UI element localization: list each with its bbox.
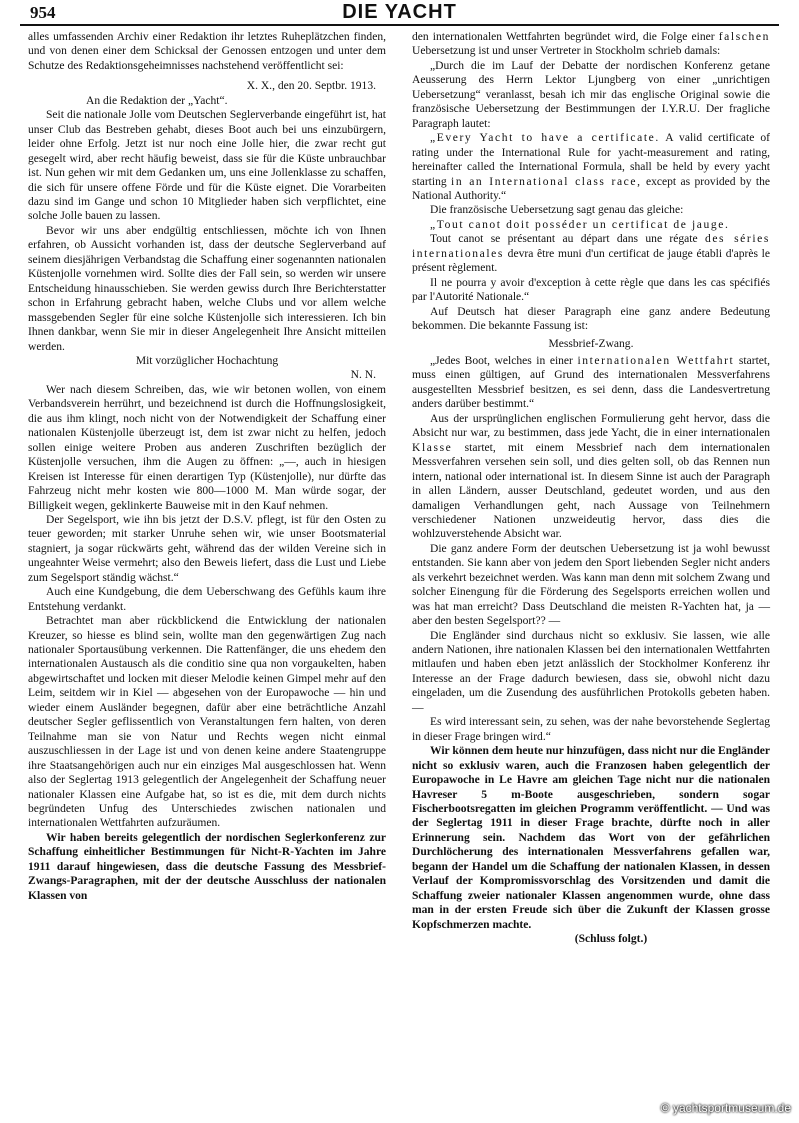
paragraph xyxy=(412,354,770,412)
text-run: A valid certificate of rating under the International Rule for yacht-measurement and rating, hereinafter called the International Formula, shall be held by every yacht starting xyxy=(412,132,771,188)
dateline: X. X., den 20. Septbr. 1913. xyxy=(246,80,376,93)
spaced-text: in an International class race, xyxy=(451,175,642,188)
spaced-text: des séries internationales xyxy=(412,233,770,260)
text-run: devra être muni d'un certificat de jauge établi d'après le présent règlement. xyxy=(412,247,771,275)
header-rule xyxy=(20,24,779,26)
paragraph: Die französische Uebersetzung sagt genau das gleiche: xyxy=(430,204,684,217)
text-run: startet, mit einem Messbrief nach dem internationalen Messverfahren versehen sein soll, und dies gelten soll, ob das Rennen nun intern, national oder international ist. In diesem Sinne ist auch der Paragraph in allen Ländern, ausser Deutschland, gedeutet worden, und aus den damaligen Verhandlungen geht, nach Aussage von Teilnehmern verschiedener Nationen unzweideutig hervor, dass dies die wohlzuverstehende Absicht war. xyxy=(412,441,771,541)
section-heading: Messbrief-Zwang. xyxy=(548,337,634,350)
text-run: „Jedes Boot, welches in einer xyxy=(430,354,573,367)
paragraph: Wer nach diesem Schreiben, das, wie wir betonen wollen, von einem Verbandsverein herrührt, und bezeichnend ist durch die Hoffnungslosigkeit, die aus ihm klingt, noch nicht von der Notwendigkeit der Schaffung einer nationalen Küstenjolle überzeugt ist, dem ist zwar nicht zu helfen, jedoch sollen einige weitere Proben aus anderen Zuschriften bezüglich der Küstenjolle versuchen, ihm die Augen zu öffnen: „—, auch in hiesigen Kreisen ist Interesse für einen derartigen Typ (Küstenjolle), nur dürfte das Fahrzeug nicht mehr kosten wie 800—1000 M. Man würde sogar, der Billigkeit wegen, geklinkerte Bauweise mit in den Kauf nehmen. xyxy=(28,383,386,512)
paragraph: „Durch die im Lauf der Debatte der nordischen Konferenz getane Aeusserung des Herrn Lektor Ljungberg von einer „unrichtigen Uebersetzung“ veranlasst, besah ich mir das englische Original sowie die französische Uebersetzung der Bestimmungen der I.Y.R.U. Der fragliche Paragraph lautet: xyxy=(412,59,770,130)
page-header xyxy=(20,0,779,24)
addressee: An die Redaktion der „Yacht“. xyxy=(86,94,228,107)
text-run: Uebersetzung ist und unser Vertreter in Stockholm schrieb damals: xyxy=(412,45,721,58)
text-run: Aus der ursprünglichen englischen Formulierung geht hervor, dass die Absicht nur war, zu bestimmen, dass jede Yacht, die in einer internationalen xyxy=(412,412,770,440)
spaced-text: „Every Yacht to have a certificate. xyxy=(430,132,660,145)
paragraph: Die ganz andere Form der deutschen Uebersetzung ist ja wohl bewusst entstanden. Sie kann aber von jedem den Sport liebenden Segler nicht anders als verkehrt bezeichnet werden. Was kann man denn mit solchem Zwang und solcher Einengung für die Förderung des Segelsports erreichen wollen und was hat man erreicht? Dass Deutschland die meisten R-Yachten hat, ja — aber den besten Segelsport?? — xyxy=(412,542,770,628)
spaced-text: internationalen Wettfahrt xyxy=(577,354,735,367)
paragraph: Auf Deutsch hat dieser Paragraph eine ganz andere Bedeutung bekommen. Die bekannte Fassung ist: xyxy=(412,305,770,333)
paragraph xyxy=(412,232,770,275)
paragraph: Wir können dem heute nur hinzufügen, dass nicht nur die Engländer nicht so exklusiv waren, auch die Franzosen haben gelegentlich der Europawoche in Le Havre am gleichen Tage nicht nur die nationalen Havreser 5 m-Boote ausgeschrieben, sondern sogar Fischerbootsregatten im gleichen Programm veröffentlicht. — Und was der Seglertag 1911 in dieser Frage brachte, dürfte noch in aller Erinnerung sein. Nachdem das Wort von der gefährlichen Durchlöcherung des internationalen Messverfahrens gefallen war, begann der Handel um die Schaffung der nationalen Klassen, in dessen Verlauf der Kompromissvorschlag des Vorsitzenden und damit die Schaffung zweier nationaler Klassen angenommen wurde, ohne dass man in der ersten Freude sich über die Zukunft der Klassen grosse Kopfschmerzen machte. xyxy=(412,745,770,931)
paragraph: Seit die nationale Jolle vom Deutschen Seglerverbande eingeführt ist, hat unser Club das Bestreben gehabt, dieses Boot auch bei uns einzubürgern, leider ohne Erfolg. Jetzt ist nur noch eine Jolle hier, die zwar recht gut gesegelt wird, aber recht häufig beweist, dass sie für die Küste unbrauchbar ist. Nun gehen wir mit dem Gedanken um, uns eine Jollenklasse zu schaffen, die sich für unsere offene Förde und für die Küste eignet. Die Vorarbeiten dazu sind im Gange und schon 10 Mitglieder haben sich verpflichtet, eine solche Jolle bauen zu lassen. xyxy=(28,109,386,223)
letter-signature: N. N. xyxy=(350,369,376,382)
paragraph: Der Segelsport, wie ihn bis jetzt der D.S.V. pflegt, ist für den Osten zu teuer geworden; mit starker Unruhe sehen wir, wie unser Bootsmaterial stagniert, ja sogar rückwärts geht, während das der wilden Vereine sich in ungeahnter Weise vermehrt; also den Beweis liefert, dass die Lust und Liebe zum Segelsport ständig wächst.“ xyxy=(28,513,386,584)
right-column xyxy=(412,30,770,947)
paragraph: alles umfassenden Archiv einer Redaktion ihr letztes Ruheplätzchen finden, und von denen einer dem Schicksal der Genossen entzogen und unter dem Schutze des Redaktionsgeheimnisses nachstehend veröffentlicht sei: xyxy=(28,31,386,72)
paragraph xyxy=(412,412,770,542)
paragraph: Betrachtet man aber rückblickend die Entwicklung der nationalen Kreuzer, so hiesse es blind sein, wollte man den gegenwärtigen Zug nach nationaler Sportausübung verkennen. Die Rattenfänger, die uns ehedem den internationalen Austausch als die conditio sine qua non vorgaukelten, haben abgewirtschaftet und locken mit dieser Melodie keinen Gimpel mehr auf den Leim, seitdem wir in Kiel — abgesehen von der Europawoche — hin und wieder einem Ausländer begegnen, dafür aber eine beträchtliche Anzahl deutscher Segler geflissentlich von Veranstaltungen fern halten, von deren Teilnahme man sie von Natur und Rechts wegen nicht einmal auszuschliessen in der Lage ist und von denen keine andere Staatengruppe ihre Staatsangehörigen auch nur ein einziges Mal ausgeschlossen hat. Wenn also der Seglertag 1913 gelegentlich der Angelegenheit der Schaffung neuer nationaler Klassen eine Aufgabe hat, so ist es die, mit dem durch nichts begründeten Unfug des Unterschiedes zwischen nationalen und internationalen Wettfahrten aufzuräumen. xyxy=(28,615,386,830)
page-number: 954 xyxy=(30,3,56,22)
text-run: Tout canot se présentant au départ dans une régate xyxy=(430,233,698,246)
paragraph: Auch eine Kundgebung, die dem Ueberschwang des Gefühls kaum ihre Entstehung verdankt. xyxy=(28,586,386,613)
paragraph: Wir haben bereits gelegentlich der nordischen Seglerkonferenz zur Schaffung einheitlicher Bestimmungen für Nicht-R-Yachten im Jahre 1911 darauf hingewiesen, dass die deutsche Fassung des Messbrief-Zwangs-Paragraphen, mit der der deutsche Ausschluss der nationalen Klassen von xyxy=(28,831,386,902)
paragraph xyxy=(412,218,770,232)
left-column xyxy=(28,30,386,903)
sign-off: (Schluss folgt.) xyxy=(574,933,648,946)
letter-closing: Mit vorzüglicher Hochachtung xyxy=(135,354,279,367)
paragraph xyxy=(412,30,770,59)
paragraph: Bevor wir uns aber endgültig entschliessen, möchte ich von Ihnen erfahren, ob Aussicht vorhanden ist, dass der deutsche Seglerverband auf seinem diesjährigen Verbandstag die Schaffung einer sogenannten nationalen Küstenjolle vornehmen wird. Sollte dies der Fall sein, so werden wir unsere Entscheidung hinausschieben. Sie werden gewiss durch Ihre Berichterstatter schon in Erfahrung gebracht haben, welche Clubs und vor allem welche massgebenden Segler für eine solche Küstenjolle sich interessieren. Ich bin Ihnen dankbar, wenn Sie mir in dieser Angelegenheit Ihre Ansicht mitteilen werden. xyxy=(28,224,386,353)
journal-title: DIE YACHT xyxy=(342,1,457,23)
text-run: startet, muss einen gültigen, auf Grund des internationalen Messverfahrens ausgestellten Messbrief besitzen, es sei denn, dass die Landesvertretung anders darüber bestimmt.“ xyxy=(412,354,770,411)
spaced-text: Klasse xyxy=(412,441,453,454)
paragraph: Die Engländer sind durchaus nicht so exklusiv. Sie lassen, wie alle andern Nationen, ihre nationalen Klassen bei den internationalen Wettfahrten mitlaufen und haben eben jetzt anlässlich der Stockholmer Konferenz ihr Interesse an der Frage dadurch bewiesen, dass sie, obwohl nicht dazu eingeladen, um die Zusendung des ausführlichen Protokolls gebeten haben. — xyxy=(412,629,770,714)
spaced-text: „Tout canot doit posséder un certificat de jauge. xyxy=(430,218,730,231)
spaced-text: falschen xyxy=(718,31,771,43)
paragraph: Es wird interessant sein, zu sehen, was der nahe bevorstehende Seglertag in dieser Frage bringen wird.“ xyxy=(412,716,770,743)
paragraph: Il ne pourra y avoir d'exception à cette règle que dans les cas spécifiés par l'Autorité Nationale.“ xyxy=(412,276,770,304)
text-run: except as provided by the National Authority.“ xyxy=(412,175,770,202)
watermark: © yachtsportmuseum.de xyxy=(660,1101,791,1115)
text-run: den internationalen Wettfahrten begründet wird, die Folge einer xyxy=(412,31,715,43)
paragraph xyxy=(412,131,770,203)
